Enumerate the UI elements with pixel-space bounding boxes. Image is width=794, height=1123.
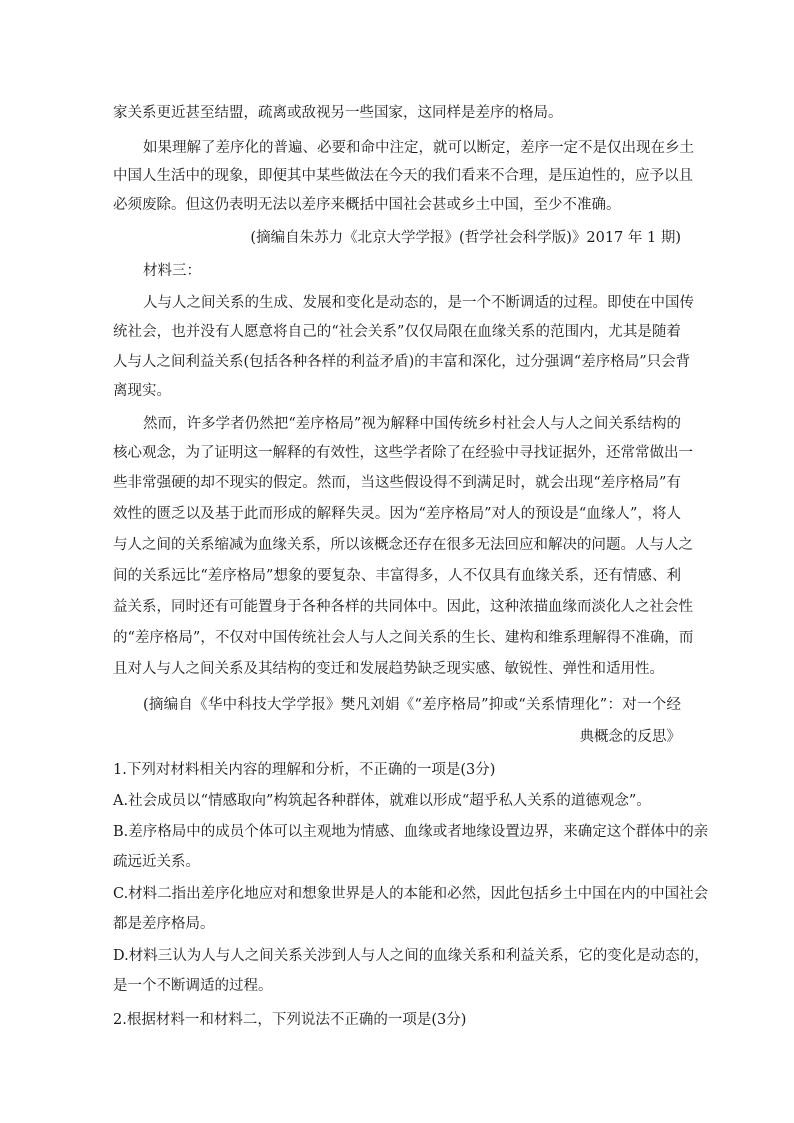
text-line: 人与人之间利益关系(包括各种各样的利益矛盾)的丰富和深化，过分强调“差序格局”只会背 bbox=[113, 354, 691, 370]
text-line: 必须废除。但这仍表明无法以差序来概括中国社会甚或乡土中国，至少不准确。 bbox=[113, 197, 621, 213]
text-line: 间的关系远比“差序格局”想象的要复杂、丰富得多，人不仅具有血缘关系，还有情感、利 bbox=[113, 568, 681, 584]
text-line: 核心观念，为了证明这一解释的有效性，这些学者除了在经验中寻找证据外，还常常做出一 bbox=[113, 445, 693, 461]
text-line: 如果理解了差序化的普遍、必要和命中注定，就可以断定，差序一定不是仅出现在乡土 bbox=[143, 140, 694, 156]
text-line: 然而，许多学者仍然把“差序格局”视为解释中国传统乡村社会人与人之间关系结构的 bbox=[143, 416, 681, 432]
section-heading: 材料三： bbox=[143, 263, 201, 279]
text-line: 家关系更近甚至结盟，疏离或敌视另一些国家，这同样是差序的格局。 bbox=[113, 105, 563, 121]
text-line: 些非常强硬的却不现实的假定。然而，当这些假设得不到满足时，就会出现“差序格局”有 bbox=[113, 475, 681, 491]
text-line: 离现实。 bbox=[113, 383, 171, 399]
option-d: D.材料三认为人与人之间关系关涉到人与人之间的血缘关系和利益关系，它的变化是动态的， bbox=[113, 948, 709, 964]
text-line: 且对人与人之间关系及其结构的变迁和发展趋势缺乏现实感、敏锐性、弹性和适用性。 bbox=[113, 661, 664, 677]
option-d-cont: 是一个不断调适的过程。 bbox=[113, 978, 273, 994]
citation-line: (摘编自朱苏力《北京大学学报》(哲学社会科学版)》2017 年 1 期) bbox=[250, 230, 681, 246]
option-c-cont: 都是差序格局。 bbox=[113, 916, 215, 932]
text-line: 人与人之间关系的生成、发展和变化是动态的，是一个不断调适的过程。即使在中国传 bbox=[143, 295, 694, 311]
text-line: 的“差序格局”，不仅对中国传统社会人与人之间关系的生长、建构和维系理解得不准确，而 bbox=[113, 630, 694, 646]
citation-line: (摘编自《华中科技大学学报》樊凡刘娟《“差序格局”抑或“关系情理化”：对一个经 bbox=[143, 697, 681, 713]
option-a: A.社会成员以“情感取向”构筑起各种群体，就难以形成“超乎私人关系的道德观念”。 bbox=[113, 793, 651, 809]
option-b: B.差序格局中的成员个体可以主观地为情感、血缘或者地缘设置边界，来确定这个群体中的亲 bbox=[113, 824, 709, 840]
text-line: 与人之间的关系缩减为血缘关系，所以该概念还存在很多无法回应和解决的问题。人与人之 bbox=[113, 537, 693, 553]
text-line: 益关系，同时还有可能置身于各种各样的共同体中。因此，这种浓描血缘而淡化人之社会性 bbox=[113, 599, 693, 615]
option-b-cont: 疏远近关系。 bbox=[113, 854, 200, 870]
question-stem: 2.根据材料一和材料二，下列说法不正确的一项是(3分) bbox=[113, 1012, 467, 1028]
text-line: 统社会，也并没有人愿意将自己的“社会关系”仅仅局限在血缘关系的范围内，尤其是随着 bbox=[113, 324, 681, 340]
text-line: 中国人生活中的现象，即便其中某些做法在今天的我们看来不合理，是压迫性的，应予以且 bbox=[113, 168, 693, 184]
option-c: C.材料二指出差序化地应对和想象世界是人的本能和必然，因此包括乡土中国在内的中国社会 bbox=[113, 886, 709, 902]
question-stem: 1.下列对材料相关内容的理解和分析，不正确的一项是(3分) bbox=[113, 762, 496, 778]
citation-line: 典概念的反思》 bbox=[579, 729, 681, 745]
text-line: 效性的匮乏以及基于此而形成的解释失灵。因为“差序格局”对人的预设是“血缘人”，将人 bbox=[113, 506, 681, 522]
